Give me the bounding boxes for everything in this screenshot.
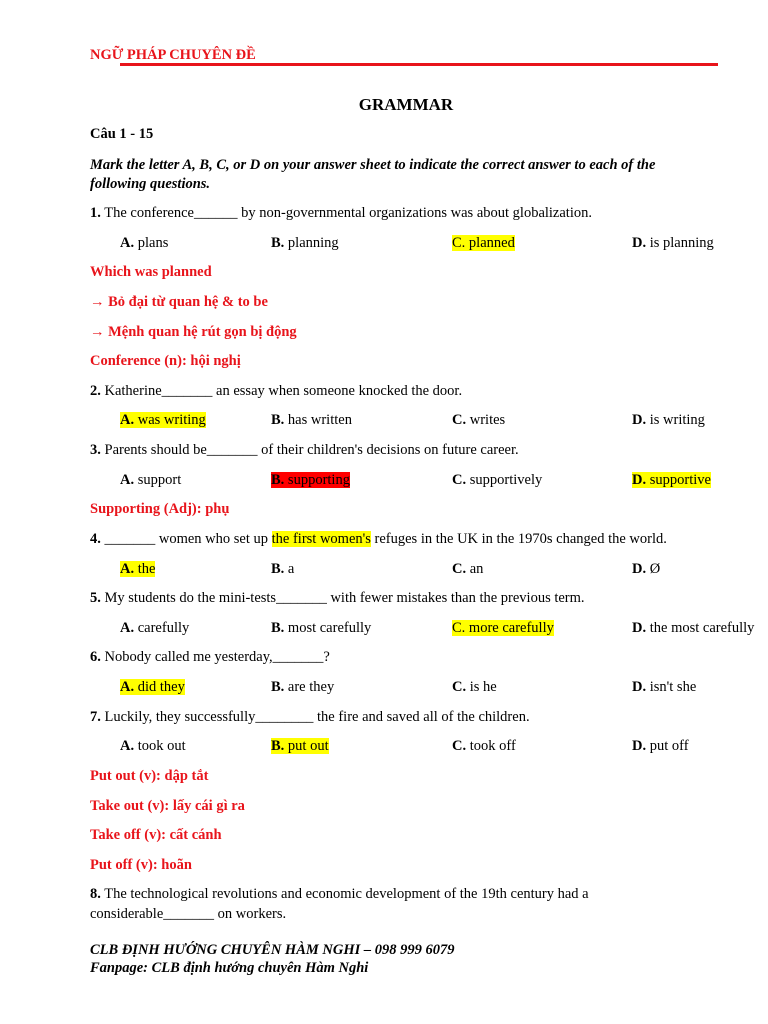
q4-option-b[interactable]: B. a — [271, 561, 295, 577]
q5-option-d[interactable]: D. the most carefully — [632, 620, 755, 636]
question-5 — [90, 590, 585, 607]
question-number: 7. — [90, 709, 101, 725]
question-text: The conference______ by non-governmental organizations was about globalization. — [100, 205, 592, 221]
question-number: 3. — [90, 442, 101, 458]
q6-option-c[interactable]: C. is he — [452, 679, 497, 695]
header-rule — [120, 63, 718, 66]
q7-option-b[interactable]: B. put out — [271, 738, 329, 754]
question-text: Katherine_______ an essay when someone knocked the door. — [100, 383, 463, 399]
question-text: Nobody called me yesterday,_______? — [100, 649, 330, 665]
header-title: NGỮ PHÁP CHUYÊN ĐỀ — [90, 47, 256, 63]
note-text: → Mệnh quan hệ rút gọn bị động — [90, 324, 297, 340]
question-number: 1. — [90, 205, 101, 221]
note-text: Take out (v): lấy cái gì ra — [90, 798, 245, 814]
q3-option-c[interactable]: C. supportively — [452, 472, 543, 488]
question-text: The technological revolutions and economic development of the 19th century had a — [100, 886, 589, 902]
q5-option-a[interactable]: A. carefully — [120, 620, 190, 636]
q6-option-a[interactable]: A. did they — [120, 679, 185, 695]
q2-option-b[interactable]: B. has written — [271, 412, 352, 428]
question-7 — [90, 709, 530, 726]
note-text: Supporting (Adj): phụ — [90, 501, 230, 517]
page-title: GRAMMAR — [358, 95, 454, 114]
q2-option-c[interactable]: C. writes — [452, 412, 506, 428]
q7-option-d[interactable]: D. put off — [632, 738, 689, 754]
q4-option-a[interactable]: A. the — [120, 561, 156, 577]
q7-option-c[interactable]: C. took off — [452, 738, 516, 754]
q1-option-d[interactable]: D. is planning — [632, 235, 714, 251]
q4-option-c[interactable]: C. an — [452, 561, 484, 577]
note-text: Take off (v): cất cánh — [90, 827, 222, 843]
question-1 — [90, 205, 592, 222]
question-number: 4. — [90, 531, 101, 547]
question-number: 2. — [90, 383, 101, 399]
q2-option-d[interactable]: D. is writing — [632, 412, 705, 428]
q3-option-a[interactable]: A. support — [120, 472, 182, 488]
question-4: 4. _______ women who set up the first women's refuges in the UK in the 1970s changed the world. — [90, 531, 667, 547]
q1-option-b[interactable]: B. planning — [271, 235, 339, 251]
note-text: Which was planned — [90, 264, 212, 280]
note-text: Put off (v): hoãn — [90, 857, 192, 873]
q3-option-b[interactable]: B. supporting — [271, 472, 350, 488]
q1-option-a[interactable]: A. plans — [120, 235, 169, 251]
question-3 — [90, 442, 519, 459]
q5-option-c[interactable]: C. more carefully — [452, 620, 554, 636]
question-2 — [90, 383, 462, 400]
question-6 — [90, 649, 330, 666]
q4-option-d[interactable]: D. Ø — [632, 561, 661, 577]
q3-option-d[interactable]: D. supportive — [632, 472, 711, 488]
question-number: 5. — [90, 590, 101, 606]
note-text: Conference (n): hội nghị — [90, 353, 241, 369]
highlighted-phrase: the first women's — [271, 531, 371, 547]
question-text: Parents should be_______ of their children's decisions on future career. — [100, 442, 519, 458]
question-text: My students do the mini-tests_______ with fewer mistakes than the previous term. — [100, 590, 585, 606]
q6-option-b[interactable]: B. are they — [271, 679, 335, 695]
q7-option-a[interactable]: A. took out — [120, 738, 186, 754]
instruction-text: Mark the letter A, B, C, or D on your answer sheet to indicate the correct answer to each of the following questions. — [90, 157, 656, 192]
question-number: 6. — [90, 649, 101, 665]
question-text: Luckily, they successfully________ the fire and saved all of the children. — [100, 709, 530, 725]
question-8 — [90, 886, 589, 903]
footer-club: CLB ĐỊNH HƯỚNG CHUYÊN HÀM NGHI – 098 999 6079 — [90, 942, 455, 958]
question-range: Câu 1 - 15 — [90, 126, 154, 142]
question-8-continued: considerable_______ on workers. — [90, 906, 287, 922]
q5-option-b[interactable]: B. most carefully — [271, 620, 372, 636]
footer-fanpage: Fanpage: CLB định hướng chuyên Hàm Nghi — [90, 960, 369, 976]
q6-option-d[interactable]: D. isn't she — [632, 679, 697, 695]
note-text: → Bỏ đại từ quan hệ & to be — [90, 294, 268, 310]
q1-option-c[interactable]: C. planned — [452, 235, 515, 251]
note-text: Put out (v): dập tắt — [90, 768, 209, 784]
question-number: 8. — [90, 886, 101, 902]
q2-option-a[interactable]: A. was writing — [120, 412, 206, 428]
